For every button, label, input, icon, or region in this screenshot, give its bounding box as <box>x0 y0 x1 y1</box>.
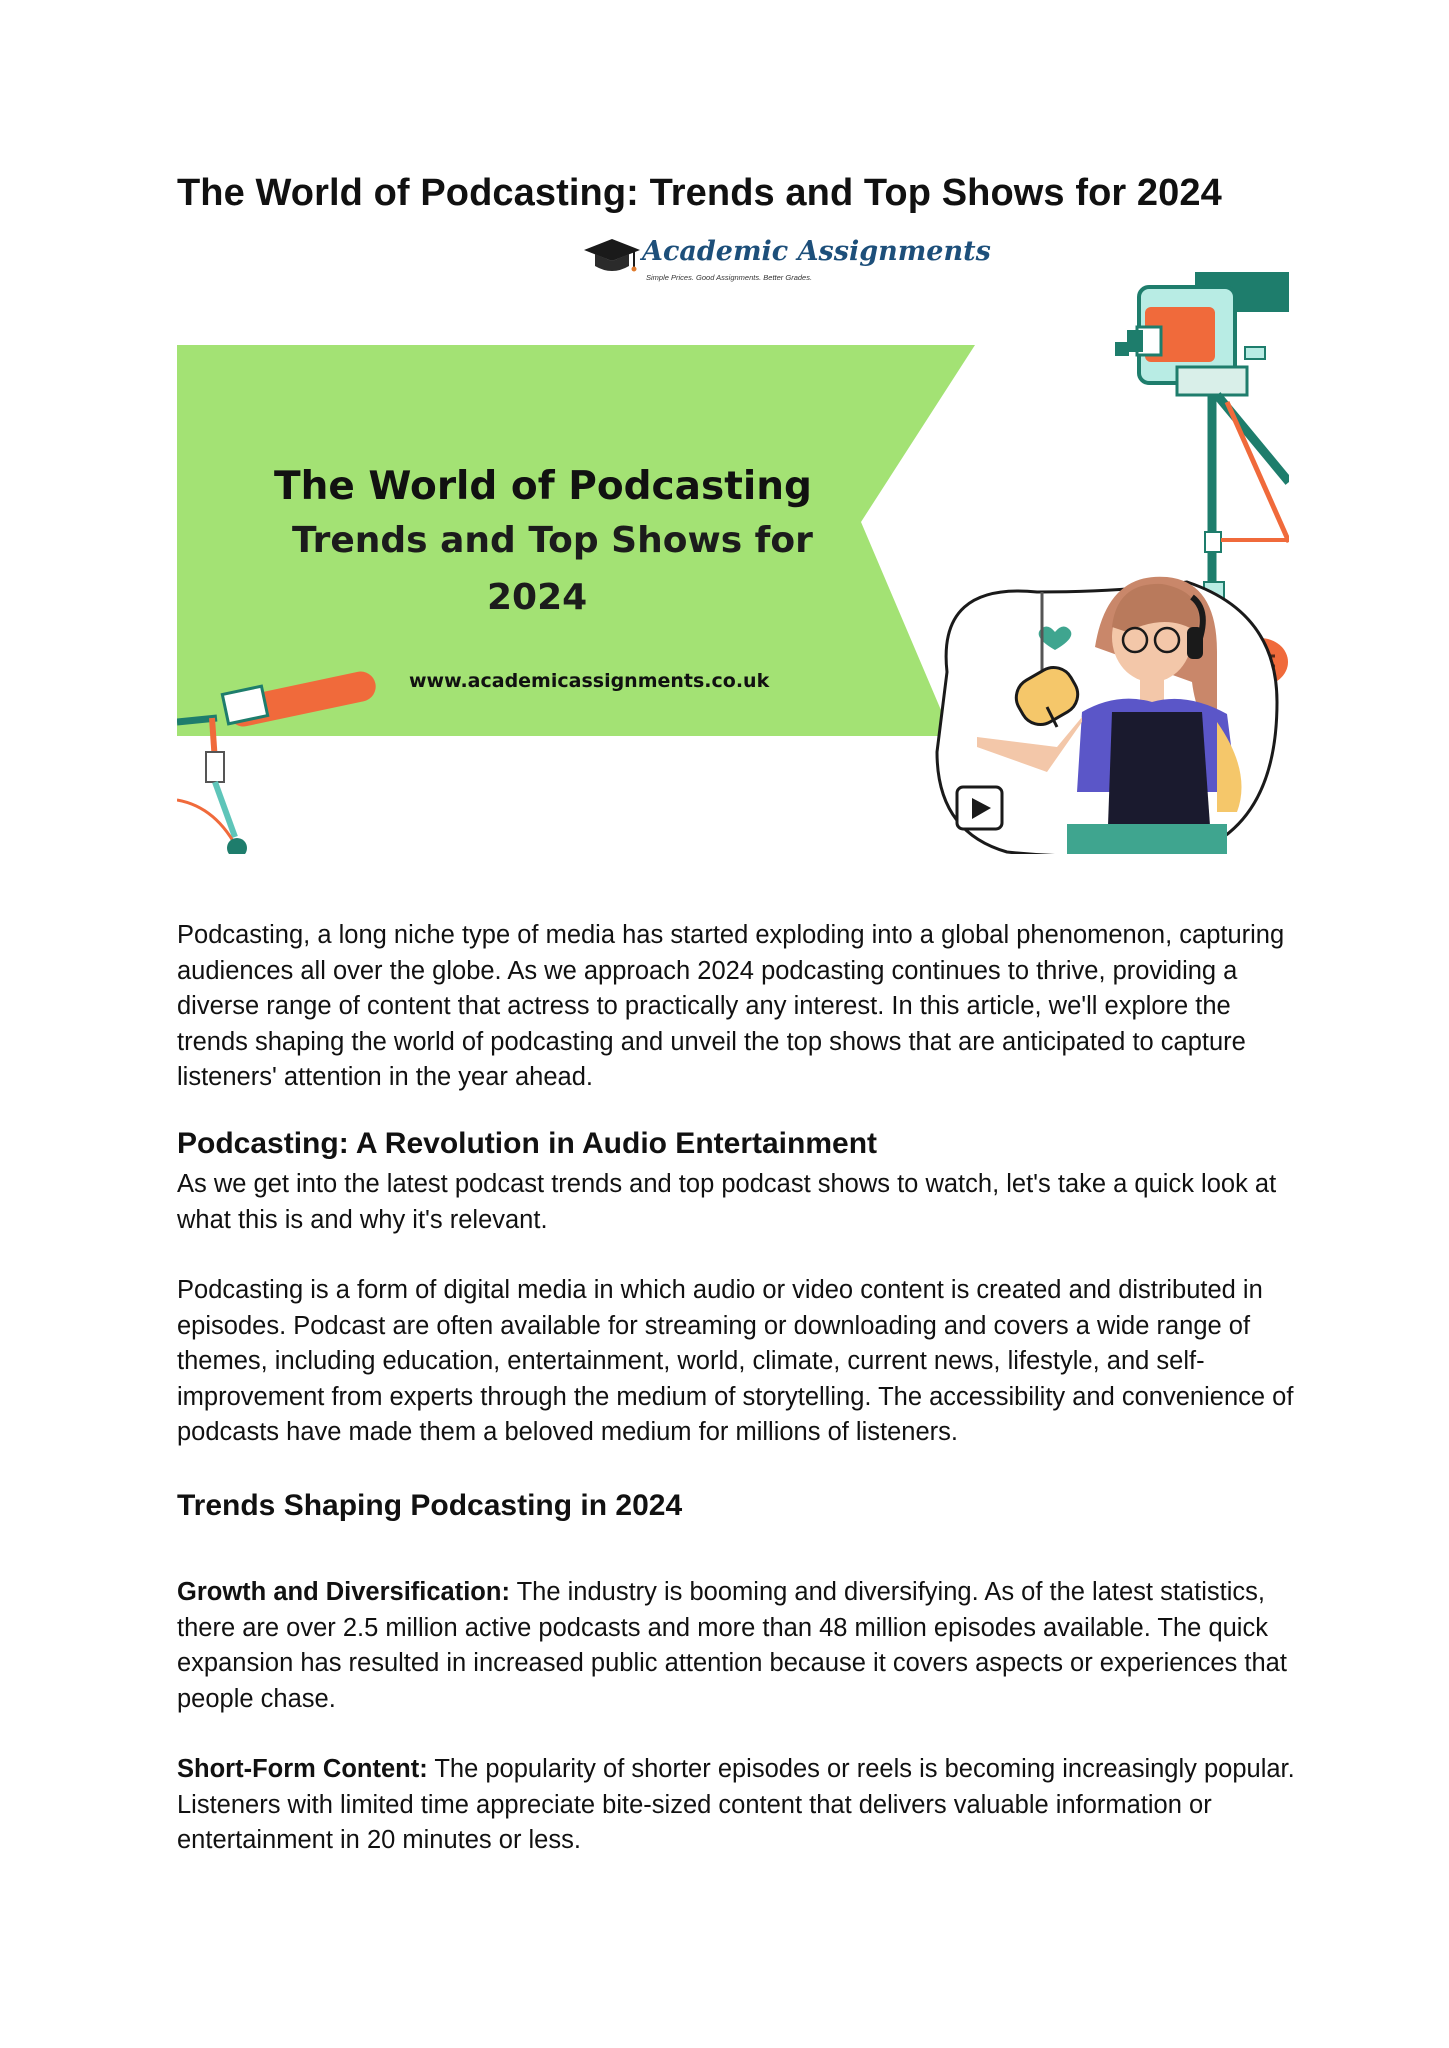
trend-item-label: Growth and Diversification: <box>177 1578 510 1606</box>
trend-item-text: The popularity of shorter episodes or reels is becoming increasingly popular. Listeners with limited time appreciate bite-sized content that delivers valuable information or entertainment in 20 minutes or less. <box>177 1755 1295 1854</box>
banner-subtitle-line1: Trends and Top Shows for <box>292 520 813 561</box>
section1-paragraph-2: Podcasting is a form of digital media in which audio or video content is created and distributed in episodes. Podcast are often available for streaming or downloading and covers a wide range of themes, including education, entertainment, world, climate, current news, lifestyle, and self-improvement from experts through the medium of storytelling. The accessibility and convenience of podcasts have made them a beloved medium for millions of listeners. <box>177 1276 1294 1446</box>
section1-heading: Podcasting: A Revolution in Audio Entertainment <box>177 1127 878 1160</box>
hero-banner-image <box>177 252 1289 854</box>
document-title: The World of Podcasting: Trends and Top Shows for 2024 <box>177 172 1222 214</box>
logo-name: Academic Assignments <box>642 236 991 267</box>
banner-subtitle-line2: 2024 <box>487 577 588 618</box>
video-camera-icon <box>1115 272 1289 614</box>
section2-heading: Trends Shaping Podcasting in 2024 <box>177 1489 683 1522</box>
play-button-icon <box>957 787 1002 829</box>
trend-item-text: The industry is booming and diversifying. As of the latest statistics, there are over 2.5 million active podcasts and more than 48 million episodes available. The quick expansion has resulted in increased public attention because it covers aspects or experiences that people chase. <box>177 1578 1287 1713</box>
trend-item <box>177 1575 1297 1717</box>
trend-item <box>177 1752 1297 1859</box>
trend-item-label: Short-Form Content: <box>177 1755 428 1783</box>
banner-url: www.academicassignments.co.uk <box>409 670 770 692</box>
logo-tagline: Simple Prices. Good Assignments. Better Grades. <box>646 273 813 282</box>
section1-paragraph-1: As we get into the latest podcast trends and top podcast shows to watch, let's take a quick look at what this is and why it's relevant. <box>177 1170 1277 1234</box>
intro-paragraph: Podcasting, a long niche type of media has started exploding into a global phenomenon, capturing audiences all over the globe. As we approach 2024 podcasting continues to thrive, providing a diverse range of content that actress to practically any interest. In this article, we'll explore the trends shaping the world of podcasting and unveil the top shows that are anticipated to capture listeners' attention in the year ahead. <box>177 921 1285 1091</box>
banner-title: The World of Podcasting <box>274 464 812 509</box>
